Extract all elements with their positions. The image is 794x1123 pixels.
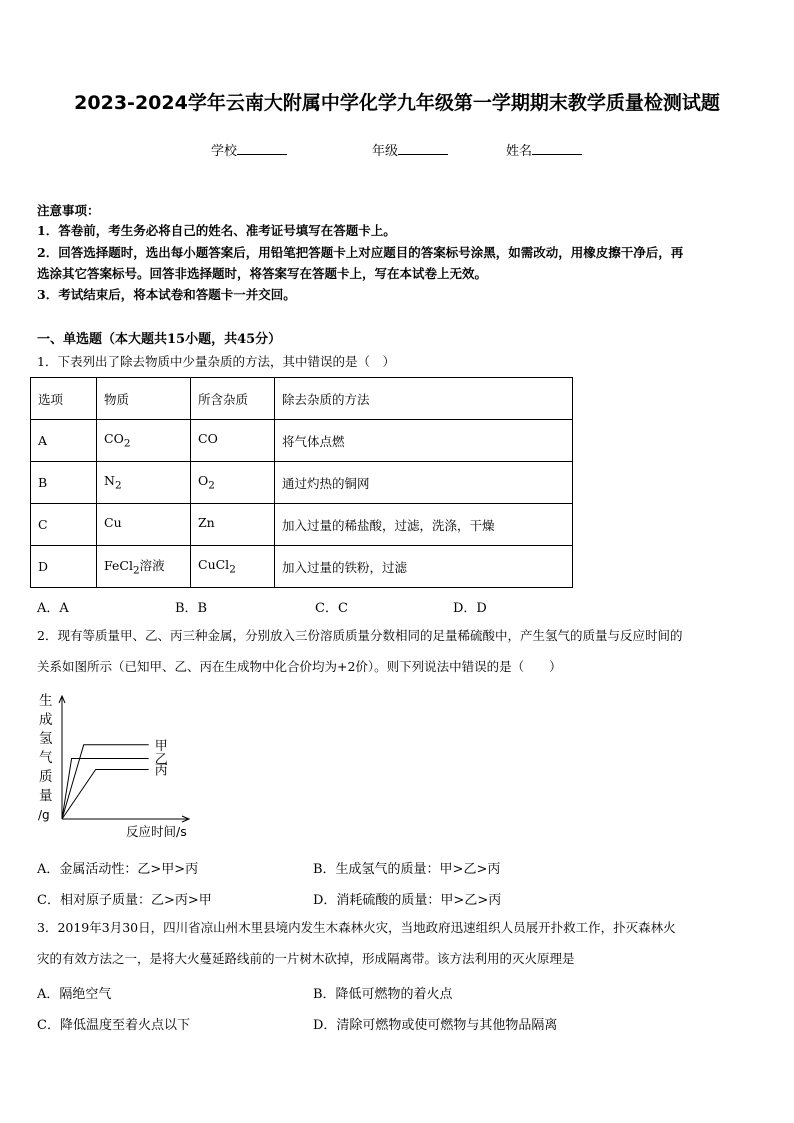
table-cell-impurity: Zn <box>191 504 275 546</box>
q3-option-d[interactable]: D．清除可燃物或使可燃物与其他物品隔离 <box>313 1018 558 1033</box>
q2-option-b[interactable]: B．生成氢气的质量：甲>乙>丙 <box>313 862 501 877</box>
q3-stem-line2: 灾的有效方法之一，是将大火蔓延路线前的一片树木砍掉，形成隔离带。该方法利用的灭火原理是 <box>37 951 575 966</box>
q1-option-c[interactable]: C．C <box>315 601 348 616</box>
q2-stem-line1: 2．现有等质量甲、乙、丙三种金属，分别放入三份溶质质量分数相同的足量稀硫酸中，产生氢气的质量与反应时间的 <box>37 628 683 643</box>
y-label-char: 成 <box>39 712 53 728</box>
table-cell-substance: Cu <box>97 504 191 546</box>
table-cell-substance: $CO_2$ <box>97 420 191 462</box>
q2-option-c[interactable]: C．相对原子质量：乙>丙>甲 <box>37 893 212 908</box>
table-cell-impurity: CO <box>191 420 275 462</box>
table-cell-substance: $N_2$ <box>97 462 191 504</box>
q3-option-c[interactable]: C．降低温度至着火点以下 <box>37 1018 190 1033</box>
table-cell-impurity: $O_2$ <box>191 462 275 504</box>
note-item-2-cont: 选涂其它答案标号。回答非选择题时，将答案写在答题卡上，写在本试卷上无效。 <box>37 266 488 281</box>
table-row <box>31 546 573 588</box>
y-label-char: 气 <box>39 750 53 766</box>
name-label: 姓名 <box>506 144 533 159</box>
q2-chart <box>30 688 220 843</box>
note-item-3: 3．考试结束后，将本试卷和答题卡一并交回。 <box>37 287 296 302</box>
table-header-cell: 所含杂质 <box>191 378 275 420</box>
school-blank <box>237 141 287 155</box>
table-row <box>31 420 573 462</box>
table-cell-option: A <box>31 420 97 462</box>
q1-stem: 1．下表列出了除去物质中少量杂质的方法，其中错误的是（ ） <box>37 354 395 369</box>
table-header-cell: 除去杂质的方法 <box>275 378 573 420</box>
table-row <box>31 462 573 504</box>
table-cell-method: 加入过量的稀盐酸，过滤，洗涤，干燥 <box>275 504 573 546</box>
table-cell-substance: FeCl$_2$溶液 <box>97 546 191 588</box>
table-cell-method: 通过灼热的铜网 <box>275 462 573 504</box>
q3-stem-line1: 3．2019年3月30日，四川省凉山州木里县境内发生木森林火灾，当地政府迅速组织人员展开扑救工作，扑灭森林火 <box>37 920 676 935</box>
series-line-3 <box>62 770 149 820</box>
name-blank <box>532 141 582 155</box>
y-label-char: /g <box>38 808 50 822</box>
school-field[interactable] <box>211 140 287 159</box>
grade-field[interactable] <box>372 140 448 159</box>
table-row <box>31 504 573 546</box>
school-label: 学校 <box>211 144 238 159</box>
table-cell-option: B <box>31 462 97 504</box>
table-cell-method: 加入过量的铁粉，过滤 <box>275 546 573 588</box>
section-heading: 一、单选题（本大题共15小题，共45分） <box>37 332 282 347</box>
table-cell-impurity: CuCl$_2$ <box>191 546 275 588</box>
table-cell-method: 将气体点燃 <box>275 420 573 462</box>
table-header-cell: 物质 <box>97 378 191 420</box>
notes-heading: 注意事项： <box>37 203 100 218</box>
note-item-2: 2．回答选择题时，选出每小题答案后，用铅笔把答题卡上对应题目的答案标号涂黑，如需改动，用橡皮擦干净后，再 <box>37 245 684 260</box>
page-title: 2023-2024学年云南大附属中学化学九年级第一学期期末教学质量检测试题 <box>74 92 720 114</box>
x-axis-label: 反应时间/s <box>126 824 187 839</box>
y-label-char: 生 <box>39 693 53 709</box>
series-label-1: 甲 <box>154 738 168 754</box>
name-field[interactable] <box>506 140 582 159</box>
y-label-char: 氢 <box>39 731 53 747</box>
grade-label: 年级 <box>372 144 399 159</box>
note-item-1: 1．答卷前，考生务必将自己的姓名、准考证号填写在答题卡上。 <box>37 223 396 238</box>
q2-stem-line2: 关系如图所示（已知甲、乙、丙在生成物中化合价均为+2价）。则下列说法中错误的是（ ） <box>37 659 562 674</box>
series-line-1 <box>62 745 149 819</box>
series-label-2: 乙 <box>154 752 168 768</box>
y-label-char: 质 <box>39 769 53 785</box>
q3-option-a[interactable]: A．隔绝空气 <box>37 987 112 1002</box>
table-cell-option: C <box>31 504 97 546</box>
series-label-3: 丙 <box>154 763 168 779</box>
table-header-cell: 选项 <box>31 378 97 420</box>
series-line-2 <box>62 759 149 820</box>
chart-series-group <box>62 745 149 819</box>
q2-option-a[interactable]: A．金属活动性：乙>甲>丙 <box>37 862 199 877</box>
q3-option-b[interactable]: B．降低可燃物的着火点 <box>313 987 453 1002</box>
q1-table <box>30 377 573 588</box>
grade-blank <box>398 141 448 155</box>
chart-labels <box>38 692 187 839</box>
q1-option-a[interactable]: A．A <box>37 601 69 616</box>
q1-option-d[interactable]: D．D <box>453 601 487 616</box>
y-label-char: 量 <box>39 788 53 804</box>
q1-option-b[interactable]: B．B <box>175 601 208 616</box>
table-cell-option: D <box>31 546 97 588</box>
table-header-row <box>31 378 573 420</box>
q2-option-d[interactable]: D．消耗硫酸的质量：甲>乙>丙 <box>313 893 502 908</box>
